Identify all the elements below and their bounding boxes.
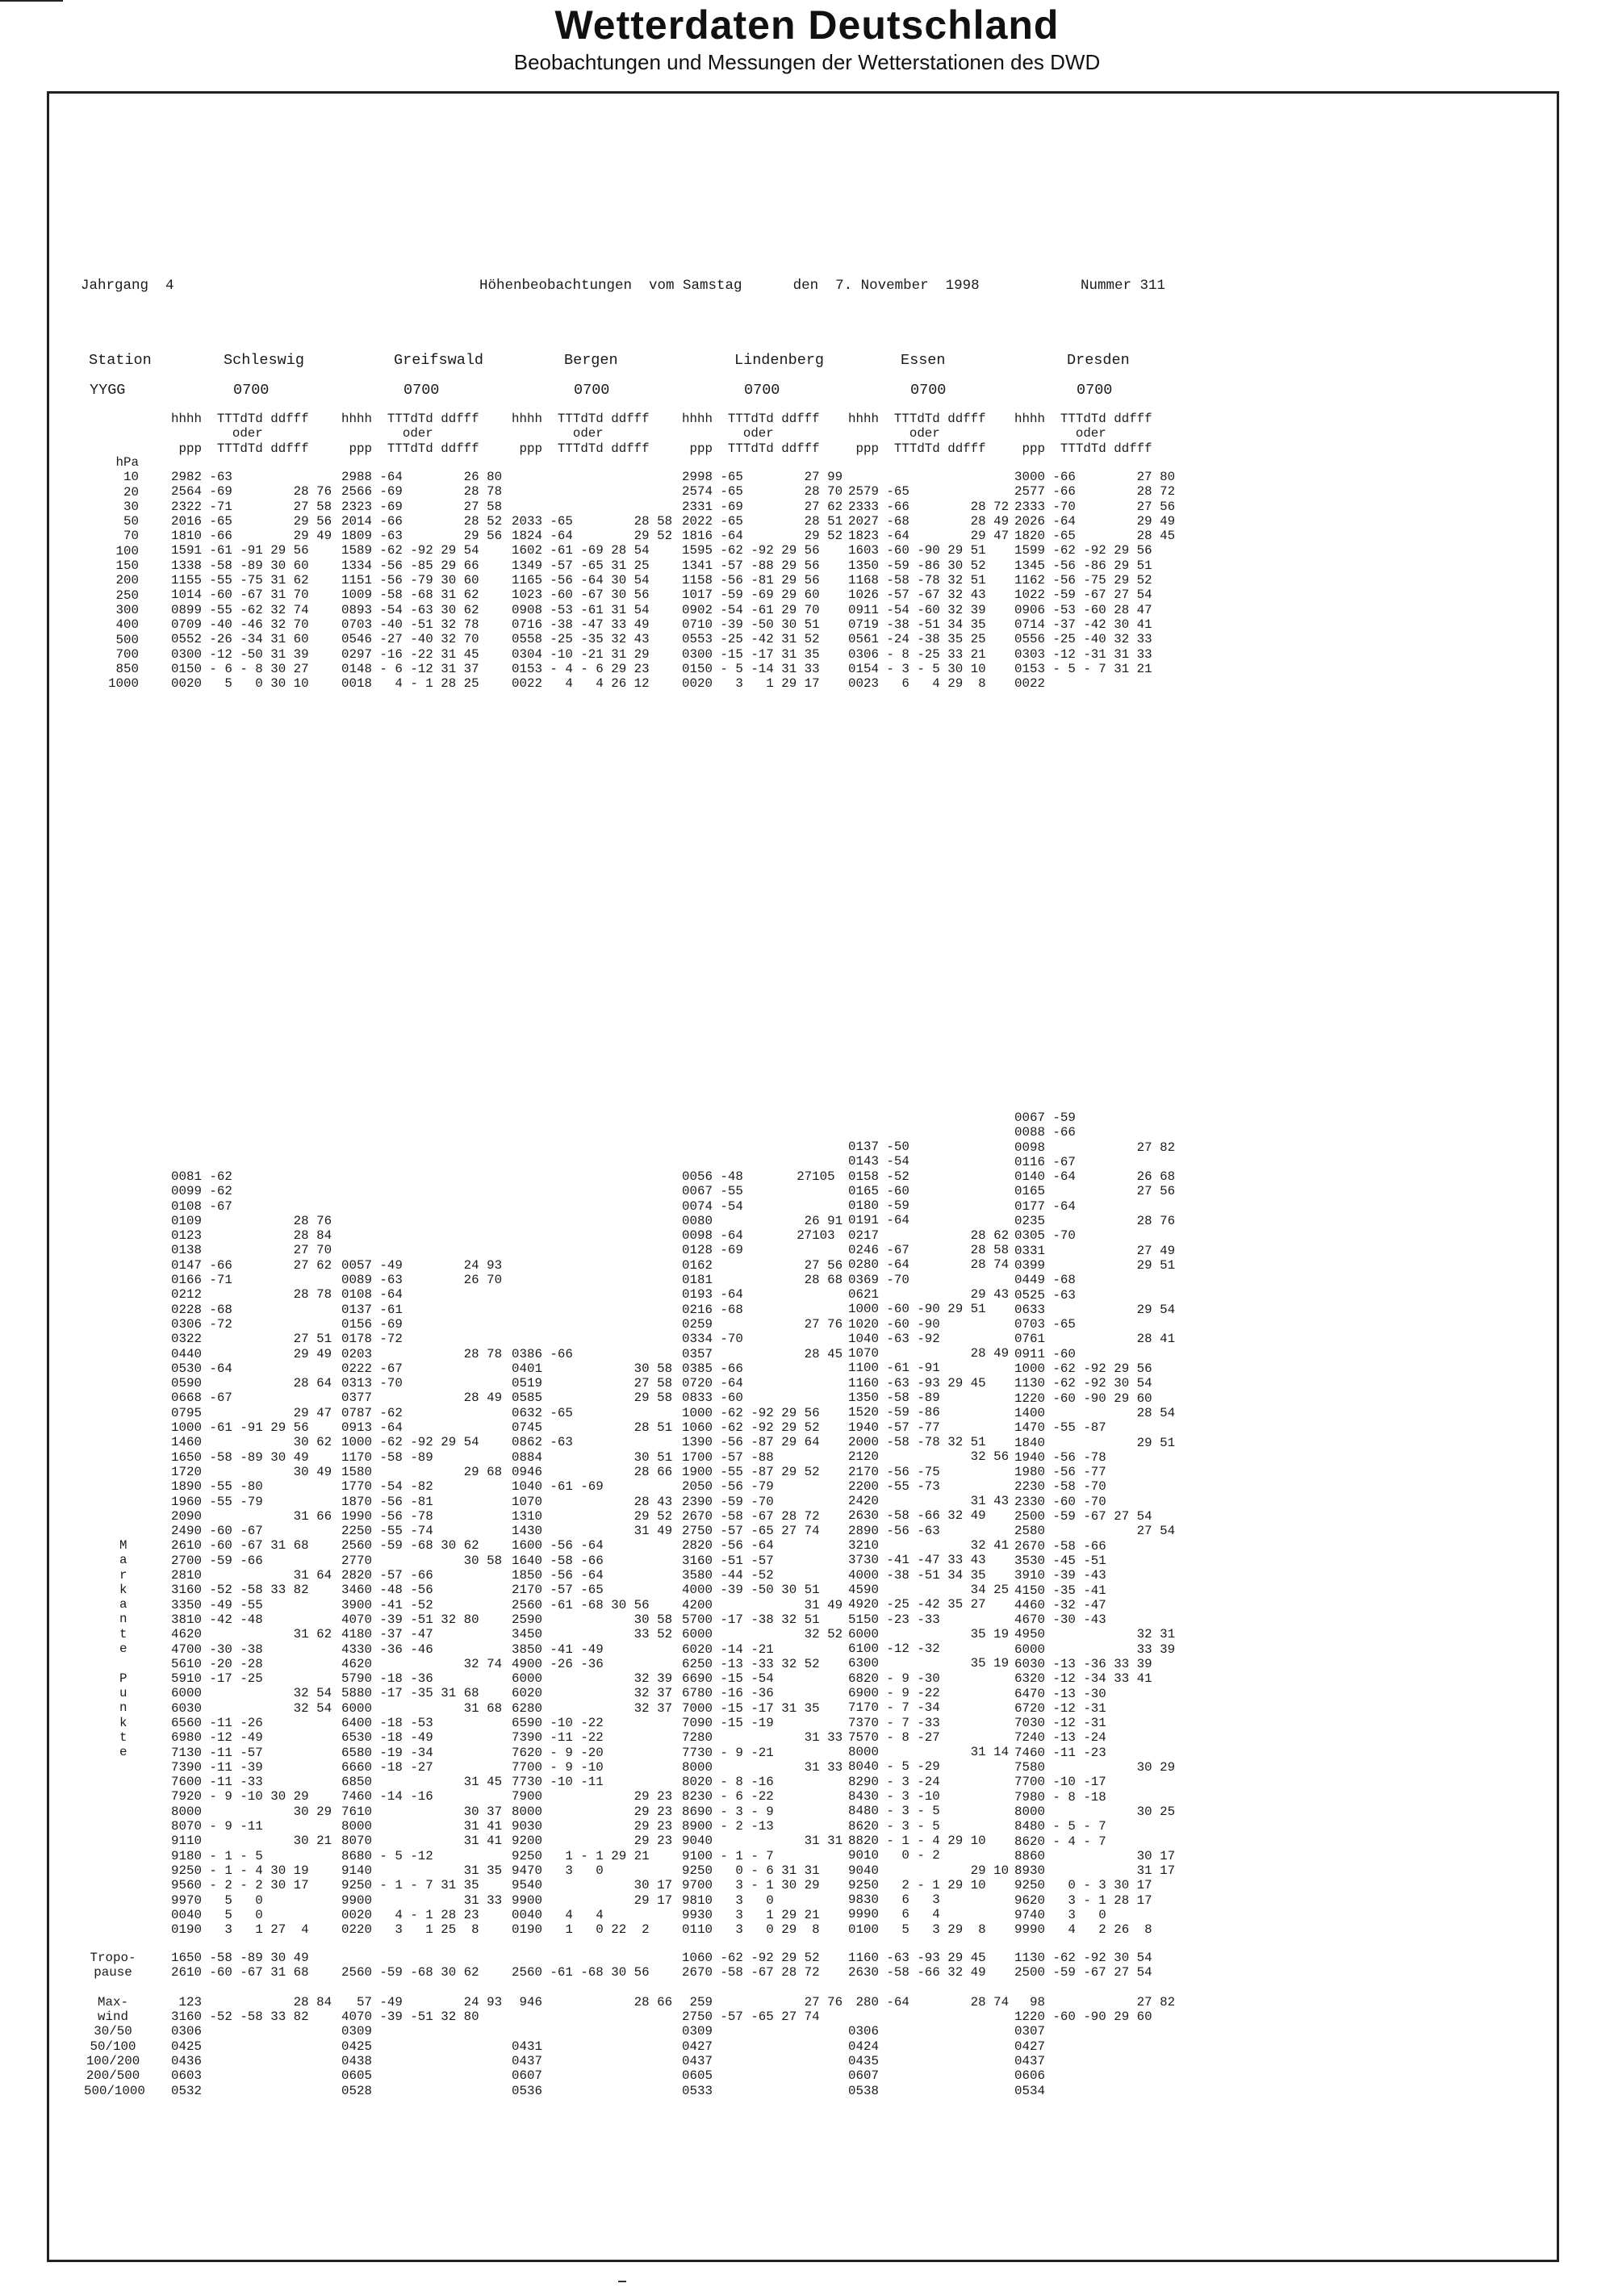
station-summary: 1650 -58 -89 30 49 2610 -60 -67 31 68 123 28 84 3160 -52 -58 33 82 0306 0425 0436 0603 0532 <box>171 1951 332 2098</box>
yygg-label: YYGG <box>90 382 126 399</box>
station-summary: 1060 -62 -92 29 52 2670 -58 -67 28 72 259 27 76 2750 -57 -65 27 74 0309 0427 0437 0605 0533 <box>682 1951 843 2098</box>
station-significant-points: 0386 -66 0401 30 58 0519 27 58 0585 29 58 0632 -65 0745 28 51 0862 -63 0884 30 51 0946 28 66 1040 -61 -69 1070 28 43 1310 29 52 1430 31 49 1600 -56 -64 1640 -58 -66 1850 -56 -64 2170 -57 -65 2560 -61 -68 30 56 2590 30 58 3450 33 52 3850 -41 -49 4900 -26 -36 6000 32 39 6020 32 37 6280 32 37 6590 -10 -22 7390 -11 -22 7620 - 9 -20 7700 - 9 -10 7730 -10 -11 7900 29 23 8000 29 23 9030 29 23 9200 29 23 9250 1 - 1 29 21 9470 3 0 9540 30 17 9900 29 17 0040 4 4 0190 1 0 22 2 <box>512 1346 673 1938</box>
station-significant-points: 0081 -62 0099 -62 0108 -67 0109 28 76 0123 28 84 0138 27 70 0147 -66 27 62 0166 -71 0212 28 78 0228 -68 0306 -72 0322 27 51 0440 29 49 0530 -64 0590 28 64 0668 -67 0795 29 47 1000 -61 -91 29 56 1460 30 62 1650 -58 -89 30 49 1720 30 49 1890 -55 -80 1960 -55 -79 2090 31 66 2490 -60 -67 2610 -60 -67 31 68 2700 -59 -66 2810 31 64 3160 -52 -58 33 82 3350 -49 -55 3810 -42 -48 4620 31 62 4700 -30 -38 5610 -20 -28 5910 -17 -25 6000 32 54 6030 32 54 6560 -11 -26 6980 -12 -49 7130 -11 -57 7390 -11 -39 7600 -11 -33 7920 - 9 -10 30 29 8000 30 29 8070 - 9 -11 9110 30 21 9180 - 1 - 5 9250 - 1 - 4 30 19 9560 - 2 - 2 30 17 9970 5 0 0040 5 0 0190 3 1 27 4 <box>171 1169 332 1938</box>
station-name: Dresden <box>1067 352 1130 369</box>
station-column-header: hhhh TTTdTd ddfff oder ppp TTTdTd ddfff <box>682 412 820 456</box>
station-name: Greifswald <box>394 352 484 369</box>
summary-labels: Tropo- pause Max- wind 30/50 50/100 100/200 200/500 500/1000 <box>84 1951 145 2098</box>
station-name: Bergen <box>564 352 618 369</box>
station-column-header: hhhh TTTdTd ddfff oder ppp TTTdTd ddfff <box>512 412 650 456</box>
station-summary: 2560 -61 -68 30 56 946 28 66 0431 0437 0607 0536 <box>512 1965 673 2098</box>
station-standard-levels: 2982 -63 2564 -69 28 76 2322 -71 27 58 2016 -65 29 56 1810 -66 29 49 1591 -61 -91 29 56 1338 -58 -89 30 60 1155 -55 -75 31 62 1014 -60 -67 31 70 0899 -55 -62 32 74 0709 -40 -46 32 70 0552 -26 -34 31 60 0300 -12 -50 31 39 0150 - 6 - 8 30 27 0020 5 0 30 10 <box>171 470 332 692</box>
station-significant-points: 0056 -48 27105 0067 -55 0074 -54 0080 26 91 0098 -64 27103 0128 -69 0162 27 56 0181 28 68 0193 -64 0216 -68 0259 27 76 0334 -70 0357 28 45 0385 -66 0720 -64 0833 -60 1000 -62 -92 29 56 1060 -62 -92 29 52 1390 -56 -87 29 64 1700 -57 -88 1900 -55 -87 29 52 2050 -56 -79 2390 -59 -70 2670 -58 -67 28 72 2750 -57 -65 27 74 2820 -56 -64 3160 -51 -57 3580 -44 -52 4000 -39 -50 30 51 4200 31 49 5700 -17 -38 32 51 6000 32 52 6020 -14 -21 6250 -13 -33 32 52 6690 -15 -54 6780 -16 -36 7000 -15 -17 31 35 7090 -15 -19 7280 31 33 7730 - 9 -21 8000 31 33 8020 - 8 -16 8230 - 6 -22 8690 - 3 - 9 8900 - 2 -13 9040 31 31 9100 - 1 - 7 9250 0 - 6 31 31 9700 3 - 1 30 29 9810 3 0 9930 3 1 29 21 0110 3 0 29 8 <box>682 1169 843 1938</box>
markante-punkte-label: M a r k a n t e P u n k t e <box>119 1538 128 1760</box>
station-name: Lindenberg <box>734 352 825 369</box>
station-summary: 2560 -59 -68 30 62 57 -49 24 93 4070 -39 -51 32 80 0309 0425 0438 0605 0528 <box>341 1965 503 2098</box>
issue-volume: Jahrgang 4 <box>81 278 174 294</box>
station-time: 0700 <box>744 382 780 399</box>
page-title: Höhenbeobachtungen vom Samstag den 7. November 1998 <box>479 278 980 294</box>
station-significant-points: 0067 -59 0088 -66 0098 27 82 0116 -67 0140 -64 26 68 0165 27 56 0177 -64 0235 28 76 0305 -70 0331 27 49 0399 29 51 0449 -68 0525 -63 0633 29 54 0703 -65 0761 28 41 0911 -60 1000 -62 -92 29 56 1130 -62 -92 30 54 1220 -60 -90 29 60 1400 28 54 1470 -55 -87 1840 29 51 1940 -56 -78 1980 -56 -77 2230 -58 -70 2330 -60 -70 2500 -59 -67 27 54 2580 27 54 2670 -58 -66 3530 -45 -51 3910 -39 -43 4150 -35 -41 4460 -32 -47 4670 -30 -43 4950 32 31 6000 33 39 6030 -13 -36 33 39 6320 -12 -34 33 41 6470 -13 -30 6720 -12 -31 7030 -12 -31 7240 -13 -24 7460 -11 -23 7580 30 29 7700 -10 -17 7980 - 8 -18 8000 30 25 8480 - 5 - 7 8620 - 4 - 7 8860 30 17 8930 31 17 9250 0 - 3 30 17 9620 3 - 1 28 17 9740 3 0 9990 4 2 26 8 <box>1014 1110 1176 1938</box>
station-column-header: hhhh TTTdTd ddfff oder ppp TTTdTd ddfff <box>1014 412 1152 456</box>
station-time: 0700 <box>1077 382 1113 399</box>
station-name: Schleswig <box>224 352 304 369</box>
station-significant-points: 0137 -50 0143 -54 0158 -52 0165 -60 0180 -59 0191 -64 0217 28 62 0246 -67 28 58 0280 -64 28 74 0369 -70 0621 29 43 1000 -60 -90 29 51 1020 -60 -90 1040 -63 -92 1070 28 49 1100 -61 -91 1160 -63 -93 29 45 1350 -58 -89 1520 -59 -86 1940 -57 -77 2000 -58 -78 32 51 2120 32 56 2170 -56 -75 2200 -55 -73 2420 31 43 2630 -58 -66 32 49 2890 -56 -63 3210 32 41 3730 -41 -47 33 43 4000 -38 -51 34 35 4590 34 25 4920 -25 -42 35 27 5150 -23 -33 6000 35 19 6100 -12 -32 6300 35 19 6820 - 9 -30 6900 - 9 -22 7170 - 7 -34 7370 - 7 -33 7570 - 8 -27 8000 31 14 8040 - 5 -29 8290 - 3 -24 8430 - 3 -10 8480 - 3 - 5 8620 - 3 - 5 8820 - 1 - 4 29 10 9010 0 - 2 9040 29 10 9250 2 - 1 29 10 9830 6 3 9990 6 4 0100 5 3 29 8 <box>848 1140 1010 1937</box>
station-name: Essen <box>901 352 946 369</box>
hpa-levels: hPa 10 20 30 50 70 100 150 200 250 300 400 500 700 850 1000 <box>108 455 139 692</box>
masthead-title: Wetterdaten Deutschland <box>554 2 1060 48</box>
station-time: 0700 <box>574 382 610 399</box>
station-label: Station <box>89 352 152 369</box>
station-summary: 1160 -63 -93 29 45 2630 -58 -66 32 49 280 -64 28 74 0306 0424 0435 0607 0538 <box>848 1951 1010 2098</box>
station-summary: 1130 -62 -92 30 54 2500 -59 -67 27 54 98 27 82 1220 -60 -90 29 60 0307 0427 0437 0606 0534 <box>1014 1951 1176 2098</box>
masthead-subtitle: Beobachtungen und Messungen der Wetterstationen des DWD <box>513 50 1101 74</box>
station-standard-levels: 2579 -65 2333 -66 28 72 2027 -68 28 49 1823 -64 29 47 1603 -60 -90 29 51 1350 -59 -86 30 52 1168 -58 -78 32 51 1026 -57 -67 32 43 0911 -54 -60 32 39 0719 -38 -51 34 35 0561 -24 -38 35 25 0306 - 8 -25 33 21 0154 - 3 - 5 30 10 0023 6 4 29 8 <box>848 484 1010 692</box>
station-time: 0700 <box>910 382 947 399</box>
station-column-header: hhhh TTTdTd ddfff oder ppp TTTdTd ddfff <box>341 412 479 456</box>
station-column-header: hhhh TTTdTd ddfff oder ppp TTTdTd ddfff <box>848 412 986 456</box>
station-standard-levels: 2033 -65 28 58 1824 -64 29 52 1602 -61 -69 28 54 1349 -57 -65 31 25 1165 -56 -64 30 54 1023 -60 -67 30 56 0908 -53 -61 31 54 0716 -38 -47 33 49 0558 -25 -35 32 43 0304 -10 -21 31 29 0153 - 4 - 6 29 23 0022 4 4 26 12 <box>512 513 673 692</box>
station-significant-points: 0057 -49 24 93 0089 -63 26 70 0108 -64 0137 -61 0156 -69 0178 -72 0203 28 78 0222 -67 0313 -70 0377 28 49 0787 -62 0913 -64 1000 -62 -92 29 54 1170 -58 -89 1580 29 68 1770 -54 -82 1870 -56 -81 1990 -56 -78 2250 -55 -74 2560 -59 -68 30 62 2770 30 58 2820 -57 -66 3460 -48 -56 3900 -41 -52 4070 -39 -51 32 80 4180 -37 -47 4330 -36 -46 4620 32 74 5790 -18 -36 5880 -17 -35 31 68 6000 31 68 6400 -18 -53 6530 -18 -49 6580 -19 -34 6660 -18 -27 6850 31 45 7460 -14 -16 7610 30 37 8000 31 41 8070 31 41 8680 - 5 -12 9140 31 35 9250 - 1 - 7 31 35 9900 31 33 0020 4 - 1 28 23 0220 3 1 25 8 <box>341 1257 503 1938</box>
station-column-header: hhhh TTTdTd ddfff oder ppp TTTdTd ddfff <box>171 412 309 456</box>
station-time: 0700 <box>233 382 270 399</box>
station-standard-levels: 2998 -65 27 99 2574 -65 28 70 2331 -69 27 62 2022 -65 28 51 1816 -64 29 52 1595 -62 -92 29 56 1341 -57 -88 29 56 1158 -56 -81 29 56 1017 -59 -69 29 60 0902 -54 -61 29 70 0710 -39 -50 30 51 0553 -25 -42 31 52 0300 -15 -17 31 35 0150 - 5 -14 31 33 0020 3 1 29 17 <box>682 470 843 692</box>
footer-mark <box>618 2281 626 2282</box>
station-time: 0700 <box>404 382 440 399</box>
station-standard-levels: 2988 -64 26 80 2566 -69 28 78 2323 -69 27 58 2014 -66 28 52 1809 -63 29 56 1589 -62 -92 29 54 1334 -56 -85 29 66 1151 -56 -79 30 60 1009 -58 -68 31 62 0893 -54 -63 30 62 0703 -40 -51 32 78 0546 -27 -40 32 70 0297 -16 -22 31 45 0148 - 6 -12 31 37 0018 4 - 1 28 25 <box>341 470 503 692</box>
station-standard-levels: 3000 -66 27 80 2577 -66 28 72 2333 -70 27 56 2026 -64 29 49 1820 -65 28 45 1599 -62 -92 29 56 1345 -56 -86 29 51 1162 -56 -75 29 52 1022 -59 -67 27 54 0906 -53 -60 28 47 0714 -37 -42 30 41 0556 -25 -40 32 33 0303 -12 -31 31 33 0153 - 5 - 7 31 21 0022 <box>1014 470 1176 692</box>
issue-number: Nummer 311 <box>1081 278 1166 294</box>
